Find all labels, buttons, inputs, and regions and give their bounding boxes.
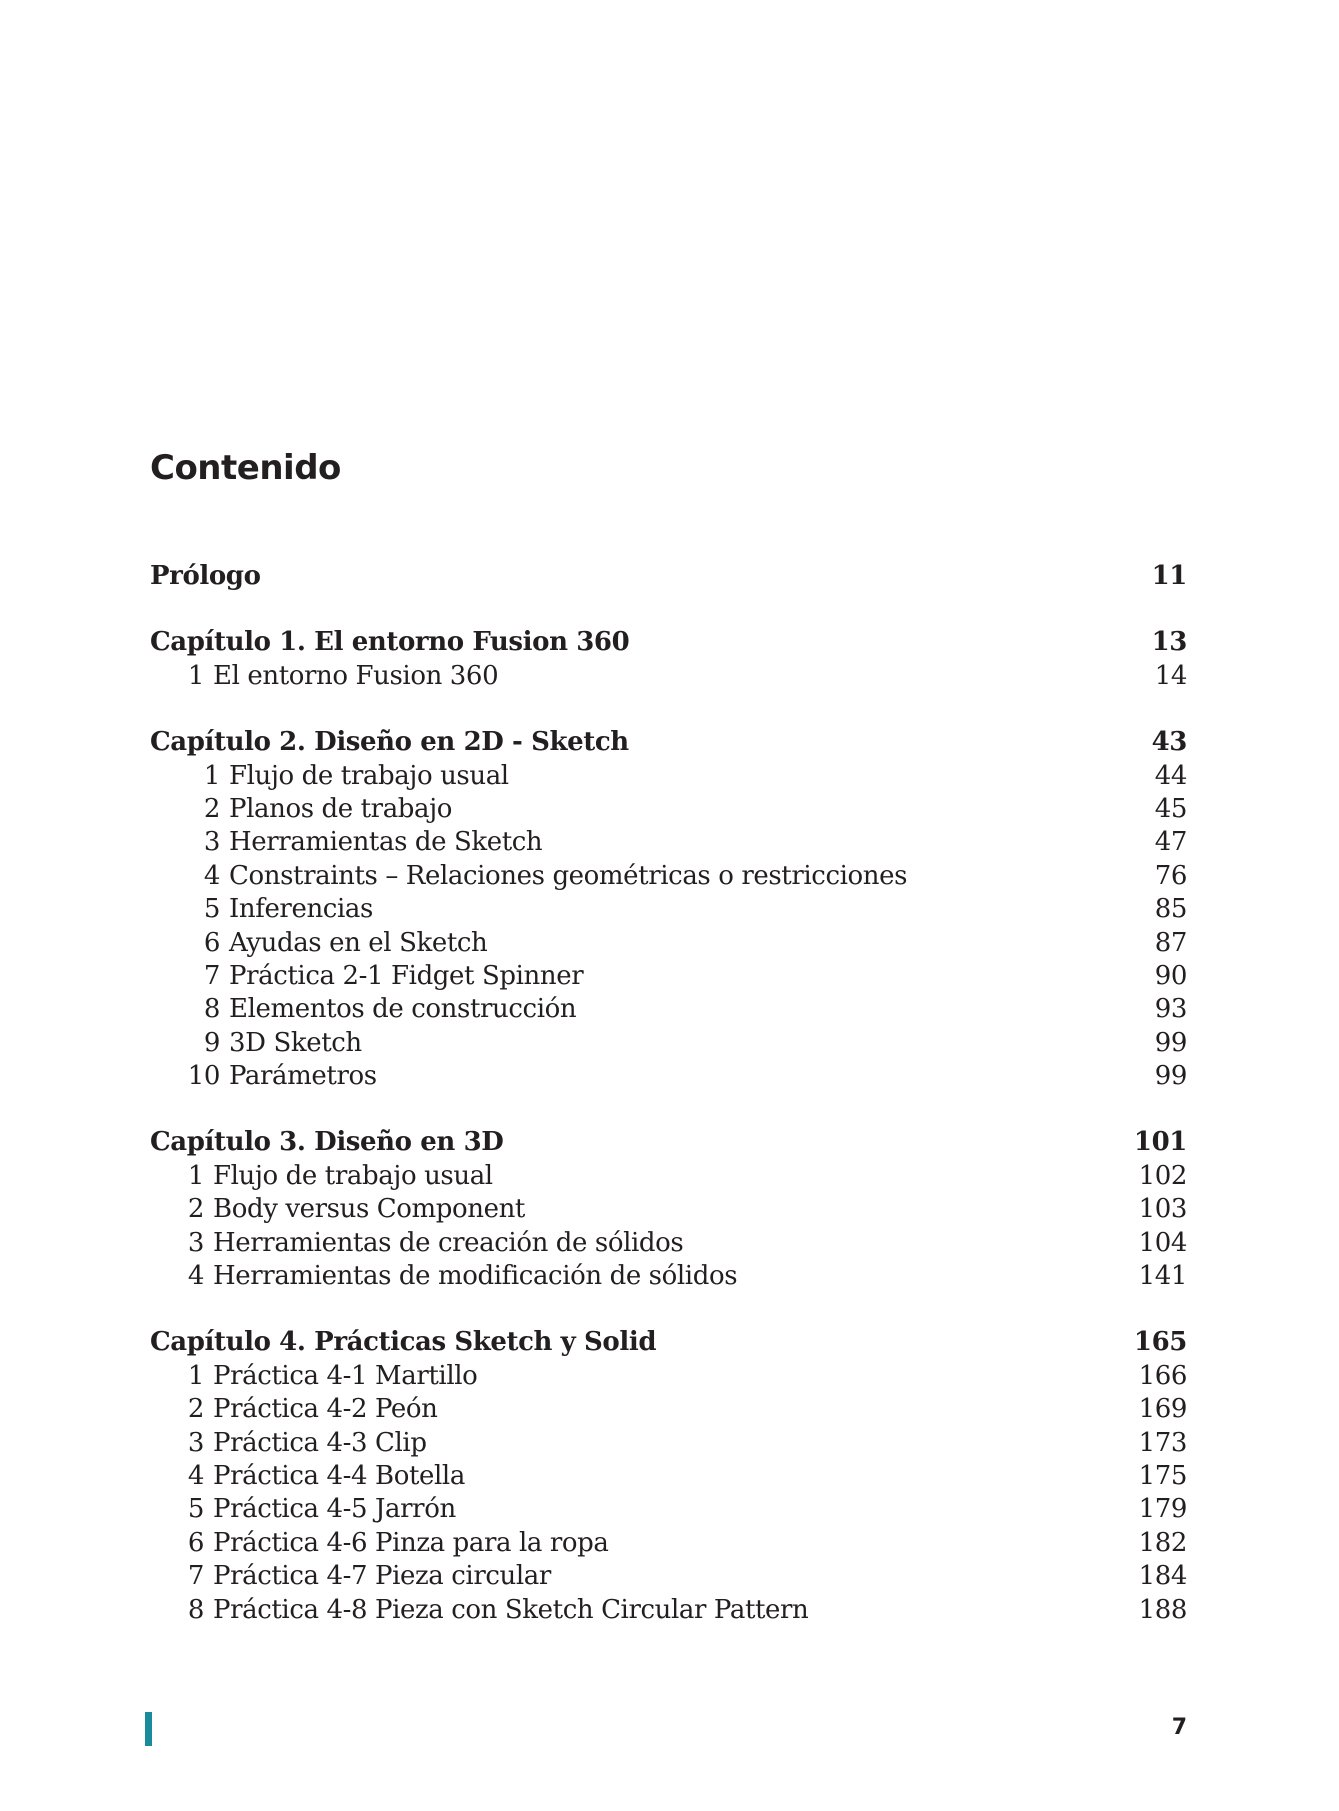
- toc-entry-page: 14: [1154, 660, 1187, 691]
- toc-chapter-heading[interactable]: [150, 626, 1187, 659]
- toc-entry[interactable]: [150, 1260, 1187, 1293]
- toc-entry[interactable]: [150, 993, 1187, 1026]
- toc-entry-page: 102: [1138, 1160, 1187, 1191]
- toc-entry-number: 1: [187, 660, 204, 691]
- toc-entry-label: Herramientas de creación de sólidos: [213, 1227, 684, 1258]
- toc-entry-label: Herramientas de modificación de sólidos: [213, 1261, 738, 1292]
- toc-entry-page: 104: [1138, 1227, 1187, 1258]
- toc-entry-label: Práctica 4-5 Jarrón: [213, 1494, 456, 1525]
- toc-entry-number: 1: [187, 1360, 204, 1391]
- page-number: 7: [1171, 1715, 1187, 1740]
- toc-entry-label: Planos de trabajo: [229, 793, 453, 824]
- toc-entry[interactable]: [150, 1193, 1187, 1226]
- toc-chapter-page: 13: [1151, 627, 1187, 658]
- toc-entry[interactable]: [150, 1060, 1187, 1093]
- toc-entry-label: Flujo de trabajo usual: [229, 760, 509, 791]
- toc-entry-page: 47: [1154, 827, 1187, 858]
- toc-entry[interactable]: [150, 826, 1187, 859]
- toc-entry-number: 5: [187, 1494, 204, 1525]
- toc-entry-label: Práctica 2-1 Fidget Spinner: [229, 960, 584, 991]
- toc-entry-number: 3: [187, 1427, 204, 1458]
- toc-entry-label: Práctica 4-3 Clip: [213, 1427, 427, 1458]
- toc-entry[interactable]: [150, 1594, 1187, 1627]
- toc-entry-label: Práctica 4-8 Pieza con Sketch Circular Pattern: [213, 1594, 809, 1625]
- toc-entry-number: 1: [187, 1160, 204, 1191]
- toc-entry-number: 10: [187, 1061, 220, 1092]
- toc-entry-label: Body versus Component: [213, 1194, 525, 1225]
- toc-entry-page: 90: [1154, 960, 1187, 991]
- toc-entry-page: 141: [1138, 1261, 1187, 1292]
- toc-entry[interactable]: [150, 1027, 1187, 1060]
- toc-entry[interactable]: [150, 660, 1187, 693]
- toc-entry-label: El entorno Fusion 360: [213, 660, 499, 691]
- toc-entry-page: 103: [1138, 1194, 1187, 1225]
- toc-entry-number: 3: [203, 827, 220, 858]
- toc-entry-number: 5: [203, 894, 220, 925]
- toc-entry[interactable]: [150, 760, 1187, 793]
- toc-entry-label: Inferencias: [229, 894, 373, 925]
- toc-chapter-3: [150, 1126, 1187, 1293]
- toc-entry-page: 87: [1154, 927, 1187, 958]
- footer-accent-bar: [145, 1712, 152, 1746]
- toc-entry-number: 4: [187, 1460, 204, 1491]
- toc-chapter-label: Capítulo 1. El entorno Fusion 360: [150, 627, 630, 658]
- toc-entry[interactable]: [150, 1160, 1187, 1193]
- toc-entry-label: Herramientas de Sketch: [229, 827, 543, 858]
- toc-entry[interactable]: [150, 793, 1187, 826]
- toc-entry-label: Práctica 4-4 Botella: [213, 1460, 465, 1491]
- toc-chapter-heading[interactable]: [150, 1126, 1187, 1159]
- toc-entry-number: 8: [187, 1594, 204, 1625]
- toc-entry-label: Flujo de trabajo usual: [213, 1160, 493, 1191]
- toc-entry-page: 11: [1151, 561, 1187, 591]
- toc-entry-page: 99: [1154, 1027, 1187, 1058]
- toc-entry[interactable]: [150, 860, 1187, 893]
- toc-entry-label: Constraints – Relaciones geométricas o restricciones: [229, 860, 908, 891]
- toc-entry[interactable]: [150, 1393, 1187, 1426]
- toc-entry[interactable]: [150, 960, 1187, 993]
- toc-entry-page: 44: [1154, 760, 1187, 791]
- toc-chapter-label: Capítulo 4. Prácticas Sketch y Solid: [150, 1327, 657, 1358]
- toc-entry[interactable]: [150, 1493, 1187, 1526]
- toc-entry-page: 182: [1138, 1527, 1187, 1558]
- toc-entry-page: 166: [1138, 1360, 1187, 1391]
- toc-entry-page: 169: [1138, 1394, 1187, 1425]
- toc-entry-page: 45: [1154, 793, 1187, 824]
- toc-entry-number: 8: [203, 994, 220, 1025]
- toc-entry-number: 7: [203, 960, 220, 991]
- toc-entry-label: Práctica 4-1 Martillo: [213, 1360, 478, 1391]
- toc-entry-number: 1: [203, 760, 220, 791]
- toc-entry-page: 76: [1154, 860, 1187, 891]
- toc-entry-label: Parámetros: [229, 1061, 377, 1092]
- toc-entry-number: 7: [187, 1561, 204, 1592]
- table-of-contents: [150, 560, 1187, 1660]
- toc-entry-label: Práctica 4-2 Peón: [213, 1394, 438, 1425]
- toc-chapter-2: [150, 726, 1187, 1093]
- toc-entry[interactable]: [150, 1560, 1187, 1593]
- toc-entry[interactable]: [150, 1227, 1187, 1260]
- toc-chapter-1: [150, 626, 1187, 693]
- toc-entry-page: 184: [1138, 1561, 1187, 1592]
- toc-entry[interactable]: [150, 1527, 1187, 1560]
- toc-chapter-heading[interactable]: [150, 726, 1187, 759]
- toc-entry-page: 99: [1154, 1061, 1187, 1092]
- toc-chapter-page: 43: [1151, 727, 1187, 758]
- toc-entry[interactable]: [150, 1460, 1187, 1493]
- toc-entry[interactable]: [150, 927, 1187, 960]
- toc-entry-label: Ayudas en el Sketch: [229, 927, 488, 958]
- toc-entry-label: Práctica 4-7 Pieza circular: [213, 1561, 551, 1592]
- toc-entry-number: 2: [203, 793, 220, 824]
- toc-entry-page: 173: [1138, 1427, 1187, 1458]
- toc-entry-page: 188: [1138, 1594, 1187, 1625]
- toc-entry[interactable]: [150, 1427, 1187, 1460]
- toc-entry-prologo[interactable]: [150, 560, 1187, 593]
- toc-entry-label: Práctica 4-6 Pinza para la ropa: [213, 1527, 609, 1558]
- toc-entry-number: 4: [187, 1261, 204, 1292]
- toc-entry[interactable]: [150, 1360, 1187, 1393]
- toc-chapter-heading[interactable]: [150, 1326, 1187, 1359]
- toc-entry-page: 93: [1154, 994, 1187, 1025]
- toc-entry-page: 175: [1138, 1460, 1187, 1491]
- page-title: Contenido: [150, 448, 341, 488]
- toc-entry-page: 179: [1138, 1494, 1187, 1525]
- toc-entry-number: 3: [187, 1227, 204, 1258]
- toc-chapter-4: [150, 1326, 1187, 1627]
- toc-entry-number: 2: [187, 1194, 204, 1225]
- toc-entry-number: 4: [203, 860, 220, 891]
- toc-entry-number: 6: [187, 1527, 204, 1558]
- toc-entry-label: Elementos de construcción: [229, 994, 577, 1025]
- toc-entry-number: 2: [187, 1394, 204, 1425]
- toc-section-prologo: [150, 560, 1187, 593]
- toc-entry[interactable]: [150, 893, 1187, 926]
- toc-chapter-page: 165: [1133, 1327, 1187, 1358]
- toc-chapter-page: 101: [1133, 1127, 1187, 1158]
- toc-entry-label: Prólogo: [150, 561, 261, 591]
- toc-entry-page: 85: [1154, 894, 1187, 925]
- toc-entry-number: 6: [203, 927, 220, 958]
- toc-entry-label: 3D Sketch: [229, 1027, 362, 1058]
- toc-entry-number: 9: [203, 1027, 220, 1058]
- toc-chapter-label: Capítulo 2. Diseño en 2D - Sketch: [150, 727, 629, 758]
- toc-chapter-label: Capítulo 3. Diseño en 3D: [150, 1127, 504, 1158]
